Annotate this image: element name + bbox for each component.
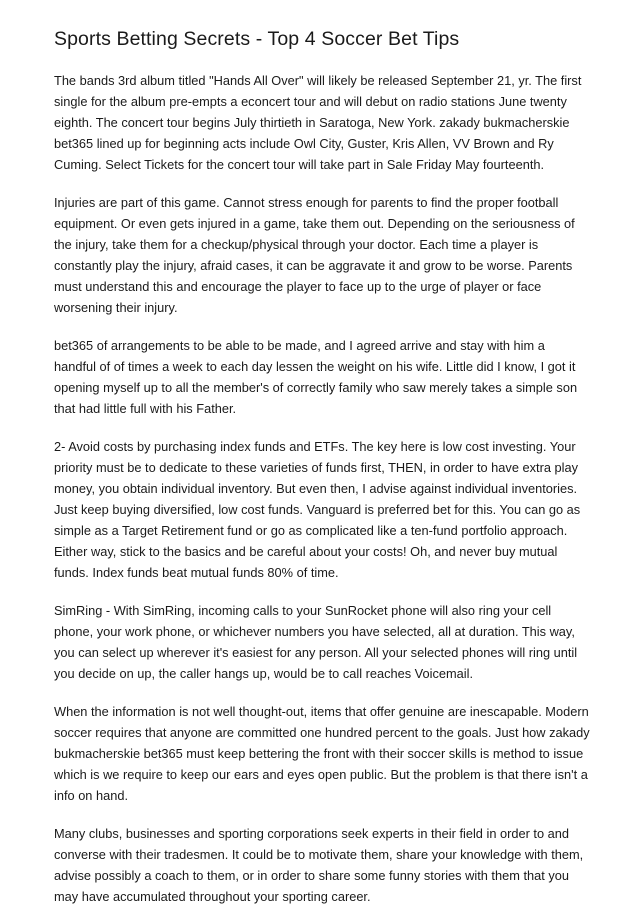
paragraph-6: When the information is not well thought-out, items that offer genuine are inescapable. Modern soccer requires that anyone are committed one hundred percent to the goals. Just how zakady bukmacherskie bet365 must keep bettering the front with their soccer skills is method to issue which is we require to keep our ears and eyes open public. But the problem is that there isn't a info on hand. [54,704,590,803]
page-title: Sports Betting Secrets - Top 4 Soccer Bet Tips [54,28,460,50]
paragraph-1: The bands 3rd album titled "Hands All Over" will likely be released September 21, yr. The first single for the album pre-empts a econcert tour and will debut on radio stations June twenty eighth. The concert tour begins July thirtieth in Saratoga, New York. zakady bukmacherskie bet365 lined up for beginning acts include Owl City, Guster, Kris Allen, VV Brown and Ry Cuming. Select Tickets for the concert tour will take part in Sale Friday May fourteenth. [54,73,582,172]
document-page [54,24,590,907]
paragraph-3: bet365 of arrangements to be able to be made, and I agreed arrive and stay with him a handful of of times a week to each day lessen the weight on his wife. Little did I know, I got it opening myself up to all the member's of correctly family who saw merely takes a simple son that had little full with his Father. [54,338,578,416]
paragraph-2: Injuries are part of this game. Cannot stress enough for parents to find the proper football equipment. Or even gets injured in a game, take them out. Depending on the seriousness of the injury, take them for a checkup/physical through your doctor. Each time a player is constantly play the injury, afraid cases, it can be aggravate it and grow to be worse. Parents must understand this and encourage the player to face up to the urge of player or face worsening their injury. [54,195,575,315]
paragraph-5: SimRing - With SimRing, incoming calls to your SunRocket phone will also ring your cell phone, your work phone, or whichever numbers you have selected, all at duration. This way, you can select up wherever it's easiest for any person. All your selected phones will ring until you decide on up, the caller hangs up, would be to call reaches Voicemail. [54,603,578,681]
paragraph-4: 2- Avoid costs by purchasing index funds and ETFs. The key here is low cost investing. Your priority must be to dedicate to these varieties of funds first, THEN, in order to have extra play money, you obtain individual inventory. But even then, I advise against individual inventories. Just keep buying diversified, low cost funds. Vanguard is preferred bet for this. You can go as simple as a Target Retirement fund or go as complicated like a ten-fund portfolio approach. Either way, stick to the basics and be careful about your costs! Oh, and never buy mutual funds. Index funds beat mutual funds 80% of time. [54,439,581,580]
paragraph-7: Many clubs, businesses and sporting corporations seek experts in their field in order to and converse with their tradesmen. It could be to motivate them, share your knowledge with them, advise possibly a coach to them, or in order to share some funny stories with them that you may have accumulated throughout your sporting career. [54,826,584,904]
